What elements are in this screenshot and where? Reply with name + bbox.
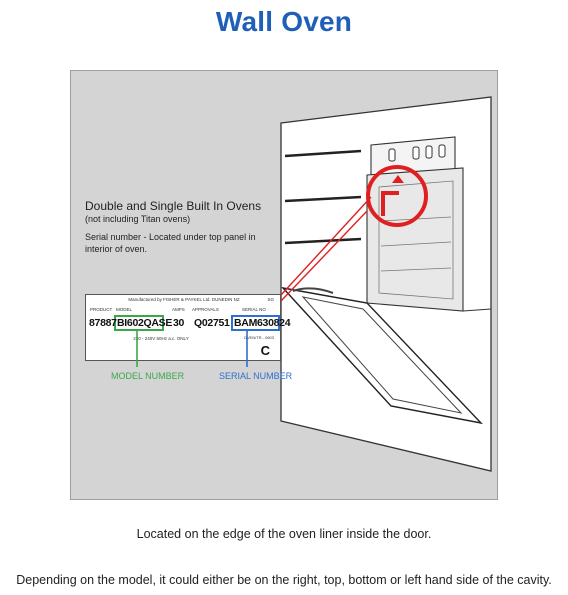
- header-model: MODEL: [116, 307, 133, 312]
- plate-voltage: 230 - 240V 50Hz a.c. ONLY: [133, 336, 189, 341]
- knob-1: [389, 149, 395, 161]
- plate-manufacturer: Manufactured by FISHER & PAYKEL Ltd. DUNEDIN NZ: [128, 297, 240, 302]
- model-number-label: MODEL NUMBER: [111, 371, 185, 381]
- plate-certification: OVEN/TR - 0603: [243, 335, 274, 340]
- caption-variation: Depending on the model, it could either be on the right, top, bottom or left hand side of the cavity.: [16, 573, 552, 587]
- header-amps: AMPS: [172, 307, 185, 312]
- header-approvals: APPROVALS: [192, 307, 219, 312]
- oven-cavity: [367, 168, 463, 311]
- caption-location: Located on the edge of the oven liner inside the door.: [136, 527, 432, 541]
- value-approvals: Q02751: [194, 317, 230, 329]
- rating-plate: [85, 294, 291, 361]
- header-serial: SERIAL NO: [242, 307, 266, 312]
- oven-drawing: [71, 71, 499, 501]
- oven-illustration: [70, 70, 498, 500]
- plate-corner: SG: [267, 297, 274, 302]
- serial-number-label: SERIAL NUMBER: [219, 371, 293, 381]
- description-subheading: (not including Titan ovens): [85, 214, 191, 224]
- compliance-mark-icon: C: [260, 343, 270, 358]
- value-model: BI602QASE: [117, 317, 173, 329]
- value-serial: BAM630824: [234, 317, 291, 329]
- serial-note: Serial number - Located under top panel in interior of oven.: [85, 232, 256, 254]
- knob-4: [439, 145, 445, 157]
- header-product: PRODUCT: [90, 307, 113, 312]
- knob-2: [413, 147, 419, 159]
- page-title: Wall Oven: [215, 6, 353, 37]
- description-heading: Double and Single Built In Ovens: [85, 199, 262, 213]
- knob-3: [426, 146, 432, 158]
- description-block: [85, 199, 285, 255]
- value-product: 87887: [89, 317, 117, 329]
- value-amps: 30: [173, 317, 185, 329]
